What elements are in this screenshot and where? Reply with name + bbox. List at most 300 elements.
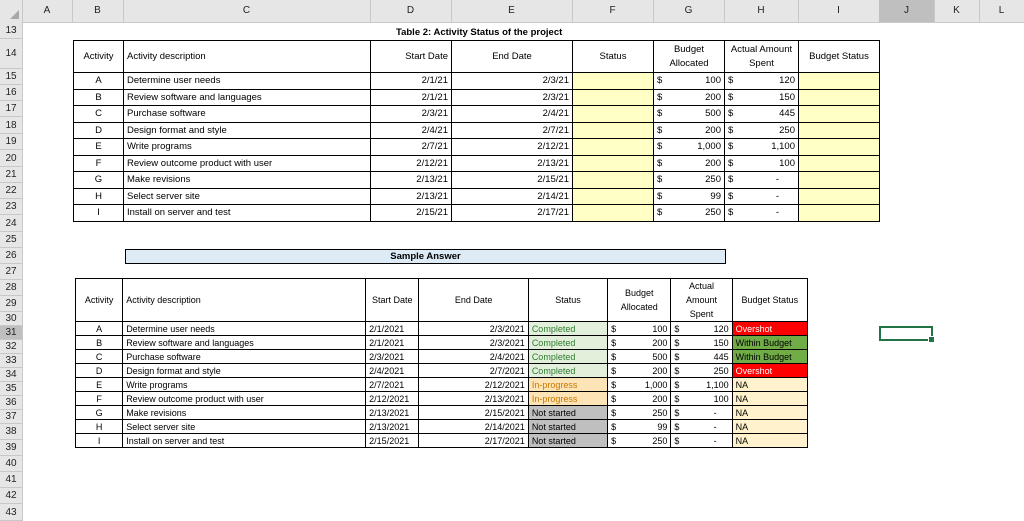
table2-cell-description[interactable]: Select server site	[123, 420, 366, 434]
spent-value: 1,100	[771, 141, 795, 153]
fill-handle[interactable]	[928, 336, 935, 343]
row-header-30[interactable]: 30	[0, 312, 22, 326]
table2-cell-activity[interactable]: B	[76, 336, 123, 350]
table1-header-budget: Budget Allocated	[654, 41, 725, 73]
table2-cell-budget-status[interactable]: NA	[732, 378, 807, 392]
table1-cell-end-date[interactable]: 2/14/21	[452, 188, 573, 205]
sample-answer-banner: Sample Answer	[125, 249, 726, 264]
table1-cell-start-date[interactable]: 2/1/21	[371, 73, 452, 90]
table1-cell-start-date[interactable]: 2/13/21	[371, 188, 452, 205]
currency-symbol: $	[657, 190, 663, 202]
currency-symbol: $	[611, 379, 617, 390]
row-header-19[interactable]: 19	[0, 134, 22, 150]
table2-cell-budget[interactable]	[608, 434, 671, 448]
table1-cell-spent[interactable]	[725, 172, 799, 189]
row-header-32[interactable]: 32	[0, 340, 22, 354]
table2-cell-status[interactable]: Not started	[528, 406, 607, 420]
table1-cell-end-date[interactable]: 2/12/21	[452, 139, 573, 156]
spent-value: 1,100	[706, 379, 729, 390]
table2-cell-start-date[interactable]: 2/1/2021	[366, 322, 419, 336]
budget-value: 250	[652, 407, 668, 418]
spent-value: 250	[713, 365, 729, 376]
table2-cell-end-date[interactable]: 2/14/2021	[419, 420, 528, 434]
row-header-26[interactable]: 26	[0, 248, 22, 264]
table1-cell-description[interactable]: Select server site	[124, 188, 371, 205]
table2-cell-budget[interactable]	[608, 392, 671, 406]
table2-cell-start-date[interactable]: 2/3/2021	[366, 350, 419, 364]
table2-row	[76, 322, 808, 336]
table2-header-status: Status	[528, 279, 607, 322]
table1-row	[74, 122, 880, 139]
table2-cell-description[interactable]: Write programs	[123, 378, 366, 392]
table2-cell-activity[interactable]: I	[76, 434, 123, 448]
table1-cell-budget-status-input[interactable]	[799, 188, 880, 205]
row-header-35[interactable]: 35	[0, 382, 22, 396]
table1-cell-start-date[interactable]: 2/7/21	[371, 139, 452, 156]
table2-cell-status[interactable]: Completed	[528, 364, 607, 378]
spent-value: -	[775, 190, 779, 202]
table2-cell-budget[interactable]	[608, 406, 671, 420]
table2-cell-status[interactable]: In-progress	[528, 392, 607, 406]
currency-symbol: $	[674, 379, 680, 390]
table1-cell-budget[interactable]	[654, 172, 725, 189]
table1-cell-status-input[interactable]	[573, 155, 654, 172]
table1-cell-spent[interactable]	[725, 188, 799, 205]
budget-value: 1,000	[697, 141, 721, 153]
table2-cell-description[interactable]: Review outcome product with user	[123, 392, 366, 406]
table1-cell-spent[interactable]	[725, 139, 799, 156]
table2-cell-spent[interactable]	[671, 350, 732, 364]
table2-cell-end-date[interactable]: 2/3/2021	[419, 336, 528, 350]
currency-symbol: $	[674, 435, 680, 446]
table2-cell-end-date[interactable]: 2/4/2021	[419, 350, 528, 364]
table2-cell-spent[interactable]	[671, 322, 732, 336]
table1-cell-description[interactable]: Purchase software	[124, 106, 371, 123]
table1-cell-activity[interactable]: D	[74, 122, 124, 139]
budget-value: 99	[657, 421, 668, 432]
table1-header-start: Start Date	[371, 41, 452, 73]
column-header-c[interactable]: C	[123, 0, 371, 22]
table1-cell-description[interactable]: Install on server and test	[124, 205, 371, 222]
row-header-40[interactable]: 40	[0, 456, 22, 472]
table2-row	[76, 378, 808, 392]
table1-cell-status-input[interactable]	[573, 89, 654, 106]
table2-cell-spent[interactable]	[671, 406, 732, 420]
table2-cell-start-date[interactable]: 2/15/2021	[366, 434, 419, 448]
column-header-d[interactable]: D	[370, 0, 452, 22]
table1-cell-end-date[interactable]: 2/15/21	[452, 172, 573, 189]
table1-cell-budget[interactable]	[654, 122, 725, 139]
table2-cell-status[interactable]: Not started	[528, 434, 607, 448]
currency-symbol: $	[674, 407, 680, 418]
table2-row	[76, 420, 808, 434]
table1-cell-spent[interactable]	[725, 155, 799, 172]
table1-cell-status-input[interactable]	[573, 73, 654, 90]
table1-header-budget-status: Budget Status	[799, 41, 880, 73]
row-header-22[interactable]: 22	[0, 183, 22, 199]
budget-value: 200	[705, 91, 721, 103]
currency-symbol: $	[611, 407, 617, 418]
table1-cell-status-input[interactable]	[573, 172, 654, 189]
table2-cell-end-date[interactable]: 2/17/2021	[419, 434, 528, 448]
currency-symbol: $	[728, 207, 734, 219]
table1-header-activity: Activity	[74, 41, 124, 73]
table2-cell-spent[interactable]	[671, 392, 732, 406]
table2-cell-status[interactable]: In-progress	[528, 378, 607, 392]
budget-value: 100	[705, 75, 721, 87]
table2-header-activity: Activity	[76, 279, 123, 322]
table1-cell-budget[interactable]	[654, 89, 725, 106]
table2-cell-description[interactable]: Make revisions	[123, 406, 366, 420]
budget-value: 200	[652, 393, 668, 404]
table2-cell-status[interactable]: Not started	[528, 420, 607, 434]
row-header-14[interactable]: 14	[0, 39, 22, 69]
table1-cell-activity[interactable]: B	[74, 89, 124, 106]
table2-cell-budget-status[interactable]: NA	[732, 392, 807, 406]
row-header-33[interactable]: 33	[0, 354, 22, 368]
table2-row	[76, 406, 808, 420]
row-header-34[interactable]: 34	[0, 368, 22, 382]
currency-symbol: $	[611, 365, 617, 376]
currency-symbol: $	[674, 365, 680, 376]
column-header-e[interactable]: E	[451, 0, 573, 22]
currency-symbol: $	[728, 157, 734, 169]
budget-value: 500	[705, 108, 721, 120]
table1-title: Table 2: Activity Status of the project	[396, 27, 563, 38]
table1-cell-description[interactable]: Review software and languages	[124, 89, 371, 106]
spent-value: 250	[779, 124, 795, 136]
table2-cell-spent[interactable]	[671, 336, 732, 350]
table2-cell-activity[interactable]: D	[76, 364, 123, 378]
table2-cell-budget-status[interactable]: NA	[732, 434, 807, 448]
table1-header-actual: Actual Amount Spent	[725, 41, 799, 73]
currency-symbol: $	[674, 337, 680, 348]
table2-header-actual: Actual Amount Spent	[671, 279, 732, 322]
column-header-a[interactable]: A	[22, 0, 73, 22]
column-header-l[interactable]: L	[998, 5, 1005, 16]
column-header-i[interactable]: I	[798, 0, 880, 22]
table2-cell-budget[interactable]	[608, 322, 671, 336]
column-header-bar	[0, 0, 1024, 23]
table2-cell-status[interactable]: Completed	[528, 350, 607, 364]
row-header-29[interactable]: 29	[0, 296, 22, 312]
table2-cell-description[interactable]: Purchase software	[123, 350, 366, 364]
table1-cell-spent[interactable]	[725, 89, 799, 106]
row-header-23[interactable]: 23	[0, 199, 22, 215]
table2-cell-budget[interactable]	[608, 364, 671, 378]
row-header-24[interactable]: 24	[0, 215, 22, 232]
table1-cell-description[interactable]: Write programs	[124, 139, 371, 156]
table1-cell-status-input[interactable]	[573, 122, 654, 139]
row-header-27[interactable]: 27	[0, 264, 22, 280]
table1-cell-budget-status-input[interactable]	[799, 139, 880, 156]
column-header-f[interactable]: F	[572, 0, 654, 22]
table1-cell-end-date[interactable]: 2/3/21	[452, 73, 573, 90]
column-header-g[interactable]: G	[653, 0, 725, 22]
table1-cell-budget-status-input[interactable]	[799, 172, 880, 189]
table2-cell-end-date[interactable]: 2/3/2021	[419, 322, 528, 336]
table2-cell-end-date[interactable]: 2/15/2021	[419, 406, 528, 420]
table1-row	[74, 205, 880, 222]
table2-cell-status[interactable]: Completed	[528, 322, 607, 336]
currency-symbol: $	[657, 174, 663, 186]
table2-cell-end-date[interactable]: 2/13/2021	[419, 392, 528, 406]
row-header-36[interactable]: 36	[0, 396, 22, 410]
row-header-41[interactable]: 41	[0, 472, 22, 488]
spent-value: -	[713, 421, 717, 432]
row-header-18[interactable]: 18	[0, 117, 22, 134]
table1-row	[74, 188, 880, 205]
budget-value: 99	[710, 190, 721, 202]
table2-cell-description[interactable]: Install on server and test	[123, 434, 366, 448]
table1-row	[74, 89, 880, 106]
table2-cell-budget[interactable]	[608, 336, 671, 350]
table1-row	[74, 73, 880, 90]
table2-row	[76, 392, 808, 406]
budget-value: 100	[652, 323, 668, 334]
currency-symbol: $	[728, 108, 734, 120]
currency-symbol: $	[657, 157, 663, 169]
table2-cell-status[interactable]: Completed	[528, 336, 607, 350]
table1-cell-start-date[interactable]: 2/12/21	[371, 155, 452, 172]
currency-symbol: $	[728, 124, 734, 136]
table2-cell-spent[interactable]	[671, 364, 732, 378]
currency-symbol: $	[611, 351, 617, 362]
currency-symbol: $	[728, 141, 734, 153]
table1-cell-spent[interactable]	[725, 73, 799, 90]
spent-value: 120	[713, 323, 729, 334]
table1-cell-budget[interactable]	[654, 73, 725, 90]
spent-value: -	[775, 207, 779, 219]
select-all-corner[interactable]	[0, 0, 23, 22]
currency-symbol: $	[674, 393, 680, 404]
row-header-16[interactable]: 16	[0, 85, 22, 101]
table2-cell-spent[interactable]	[671, 420, 732, 434]
table1-cell-budget-status-input[interactable]	[799, 106, 880, 123]
column-header-b[interactable]: B	[72, 0, 124, 22]
table1-cell-description[interactable]: Review outcome product with user	[124, 155, 371, 172]
table1-cell-start-date[interactable]: 2/3/21	[371, 106, 452, 123]
table2-header-description: Activity description	[123, 279, 366, 322]
currency-symbol: $	[611, 393, 617, 404]
table1-header-description: Activity description	[124, 41, 371, 73]
spent-value: -	[775, 174, 779, 186]
spent-value: -	[713, 435, 717, 446]
table1	[73, 40, 880, 222]
currency-symbol: $	[657, 75, 663, 87]
column-header-h[interactable]: H	[724, 0, 799, 22]
spent-value: -	[713, 407, 717, 418]
table2-row	[76, 350, 808, 364]
budget-value: 250	[705, 207, 721, 219]
column-header-j[interactable]: J	[879, 0, 935, 22]
table1-cell-activity[interactable]: I	[74, 205, 124, 222]
spent-value: 150	[779, 91, 795, 103]
row-header-25[interactable]: 25	[0, 232, 22, 248]
row-header-42[interactable]: 42	[0, 488, 22, 504]
row-header-15[interactable]: 15	[0, 69, 22, 85]
table2-cell-start-date[interactable]: 2/4/2021	[366, 364, 419, 378]
table1-cell-start-date[interactable]: 2/4/21	[371, 122, 452, 139]
table2-cell-budget[interactable]	[608, 350, 671, 364]
table2-cell-budget[interactable]	[608, 378, 671, 392]
row-header-bar	[0, 22, 23, 521]
currency-symbol: $	[674, 351, 680, 362]
table1-cell-budget[interactable]	[654, 188, 725, 205]
currency-symbol: $	[657, 91, 663, 103]
table1-cell-budget[interactable]	[654, 205, 725, 222]
row-header-38[interactable]: 38	[0, 424, 22, 440]
table2-cell-end-date[interactable]: 2/7/2021	[419, 364, 528, 378]
table1-cell-description[interactable]: Make revisions	[124, 172, 371, 189]
table2-cell-budget-status[interactable]: NA	[732, 406, 807, 420]
budget-value: 200	[652, 337, 668, 348]
spent-value: 100	[779, 157, 795, 169]
table2-cell-start-date[interactable]: 2/7/2021	[366, 378, 419, 392]
currency-symbol: $	[611, 421, 617, 432]
budget-value: 500	[652, 351, 668, 362]
table2-row	[76, 364, 808, 378]
table2-cell-activity[interactable]: H	[76, 420, 123, 434]
table1-cell-description[interactable]: Determine user needs	[124, 73, 371, 90]
currency-symbol: $	[728, 190, 734, 202]
column-header-k[interactable]: K	[934, 0, 980, 22]
table1-cell-spent[interactable]	[725, 122, 799, 139]
currency-symbol: $	[728, 174, 734, 186]
budget-value: 200	[705, 157, 721, 169]
table2-cell-budget[interactable]	[608, 420, 671, 434]
table1-cell-status-input[interactable]	[573, 205, 654, 222]
table1-cell-spent[interactable]	[725, 205, 799, 222]
table2-cell-start-date[interactable]: 2/1/2021	[366, 336, 419, 350]
currency-symbol: $	[657, 124, 663, 136]
table2-row	[76, 336, 808, 350]
spent-value: 445	[713, 351, 729, 362]
table2-cell-budget-status[interactable]: Overshot	[732, 322, 807, 336]
table1-row	[74, 106, 880, 123]
table1-cell-budget[interactable]	[654, 139, 725, 156]
table2-header-end: End Date	[419, 279, 528, 322]
table1-row	[74, 155, 880, 172]
table1-cell-budget[interactable]	[654, 155, 725, 172]
table2-header-start: Start Date	[366, 279, 419, 322]
table1-cell-status-input[interactable]	[573, 139, 654, 156]
table2-row	[76, 434, 808, 448]
table2-cell-start-date[interactable]: 2/12/2021	[366, 392, 419, 406]
table2-cell-activity[interactable]: A	[76, 322, 123, 336]
table2-cell-budget-status[interactable]: NA	[732, 420, 807, 434]
table1-cell-budget-status-input[interactable]	[799, 89, 880, 106]
table2	[75, 278, 808, 448]
currency-symbol: $	[728, 75, 734, 87]
table1-cell-end-date[interactable]: 2/7/21	[452, 122, 573, 139]
table1-cell-activity[interactable]: E	[74, 139, 124, 156]
table2-header-budget: Budget Allocated	[608, 279, 671, 322]
table2-cell-description[interactable]: Determine user needs	[123, 322, 366, 336]
table1-cell-description[interactable]: Design format and style	[124, 122, 371, 139]
select-all-triangle-icon	[10, 10, 19, 19]
table2-cell-budget-status[interactable]: Overshot	[732, 364, 807, 378]
table2-cell-spent[interactable]	[671, 378, 732, 392]
table1-cell-spent[interactable]	[725, 106, 799, 123]
budget-value: 250	[705, 174, 721, 186]
row-header-28[interactable]: 28	[0, 280, 22, 296]
table2-cell-spent[interactable]	[671, 434, 732, 448]
table1-row	[74, 139, 880, 156]
row-header-39[interactable]: 39	[0, 440, 22, 456]
table2-cell-budget-status[interactable]: Within Budget	[732, 336, 807, 350]
currency-symbol: $	[728, 91, 734, 103]
budget-value: 200	[652, 365, 668, 376]
table1-cell-end-date[interactable]: 2/13/21	[452, 155, 573, 172]
table2-cell-start-date[interactable]: 2/13/2021	[366, 406, 419, 420]
table1-row	[74, 172, 880, 189]
table1-cell-budget-status-input[interactable]	[799, 122, 880, 139]
table1-cell-activity[interactable]: A	[74, 73, 124, 90]
table1-header-status: Status	[573, 41, 654, 73]
table2-cell-end-date[interactable]: 2/12/2021	[419, 378, 528, 392]
currency-symbol: $	[674, 421, 680, 432]
row-header-31[interactable]: 31	[0, 326, 22, 340]
table2-cell-activity[interactable]: G	[76, 406, 123, 420]
table1-header-end: End Date	[452, 41, 573, 73]
active-cell-selection[interactable]	[879, 326, 933, 341]
currency-symbol: $	[674, 323, 680, 334]
table1-cell-budget-status-input[interactable]	[799, 73, 880, 90]
row-header-43[interactable]: 43	[0, 504, 22, 521]
table1-cell-status-input[interactable]	[573, 188, 654, 205]
spent-value: 445	[779, 108, 795, 120]
table1-cell-start-date[interactable]: 2/13/21	[371, 172, 452, 189]
table1-cell-activity[interactable]: H	[74, 188, 124, 205]
row-header-37[interactable]: 37	[0, 410, 22, 424]
budget-value: 200	[705, 124, 721, 136]
row-header-17[interactable]: 17	[0, 101, 22, 117]
spent-value: 100	[713, 393, 729, 404]
table1-cell-start-date[interactable]: 2/15/21	[371, 205, 452, 222]
row-header-20[interactable]: 20	[0, 150, 22, 167]
row-header-13[interactable]: 13	[0, 22, 22, 39]
table1-cell-end-date[interactable]: 2/17/21	[452, 205, 573, 222]
row-header-21[interactable]: 21	[0, 167, 22, 183]
spent-value: 120	[779, 75, 795, 87]
table1-cell-budget[interactable]	[654, 106, 725, 123]
table2-cell-activity[interactable]: F	[76, 392, 123, 406]
currency-symbol: $	[657, 108, 663, 120]
table2-cell-description[interactable]: Review software and languages	[123, 336, 366, 350]
table1-cell-end-date[interactable]: 2/3/21	[452, 89, 573, 106]
table2-cell-start-date[interactable]: 2/13/2021	[366, 420, 419, 434]
table1-cell-budget-status-input[interactable]	[799, 155, 880, 172]
currency-symbol: $	[657, 141, 663, 153]
table2-cell-description[interactable]: Design format and style	[123, 364, 366, 378]
table1-cell-end-date[interactable]: 2/4/21	[452, 106, 573, 123]
table1-cell-budget-status-input[interactable]	[799, 205, 880, 222]
budget-value: 1,000	[644, 379, 668, 390]
table1-cell-activity[interactable]: C	[74, 106, 124, 123]
currency-symbol: $	[611, 435, 617, 446]
table1-cell-activity[interactable]: G	[74, 172, 124, 189]
currency-symbol: $	[611, 337, 617, 348]
table1-cell-start-date[interactable]: 2/1/21	[371, 89, 452, 106]
table1-cell-activity[interactable]: F	[74, 155, 124, 172]
table2-cell-activity[interactable]: E	[76, 378, 123, 392]
table2-cell-activity[interactable]: C	[76, 350, 123, 364]
spent-value: 150	[713, 337, 729, 348]
currency-symbol: $	[657, 207, 663, 219]
table2-cell-budget-status[interactable]: Within Budget	[732, 350, 807, 364]
table1-cell-status-input[interactable]	[573, 106, 654, 123]
